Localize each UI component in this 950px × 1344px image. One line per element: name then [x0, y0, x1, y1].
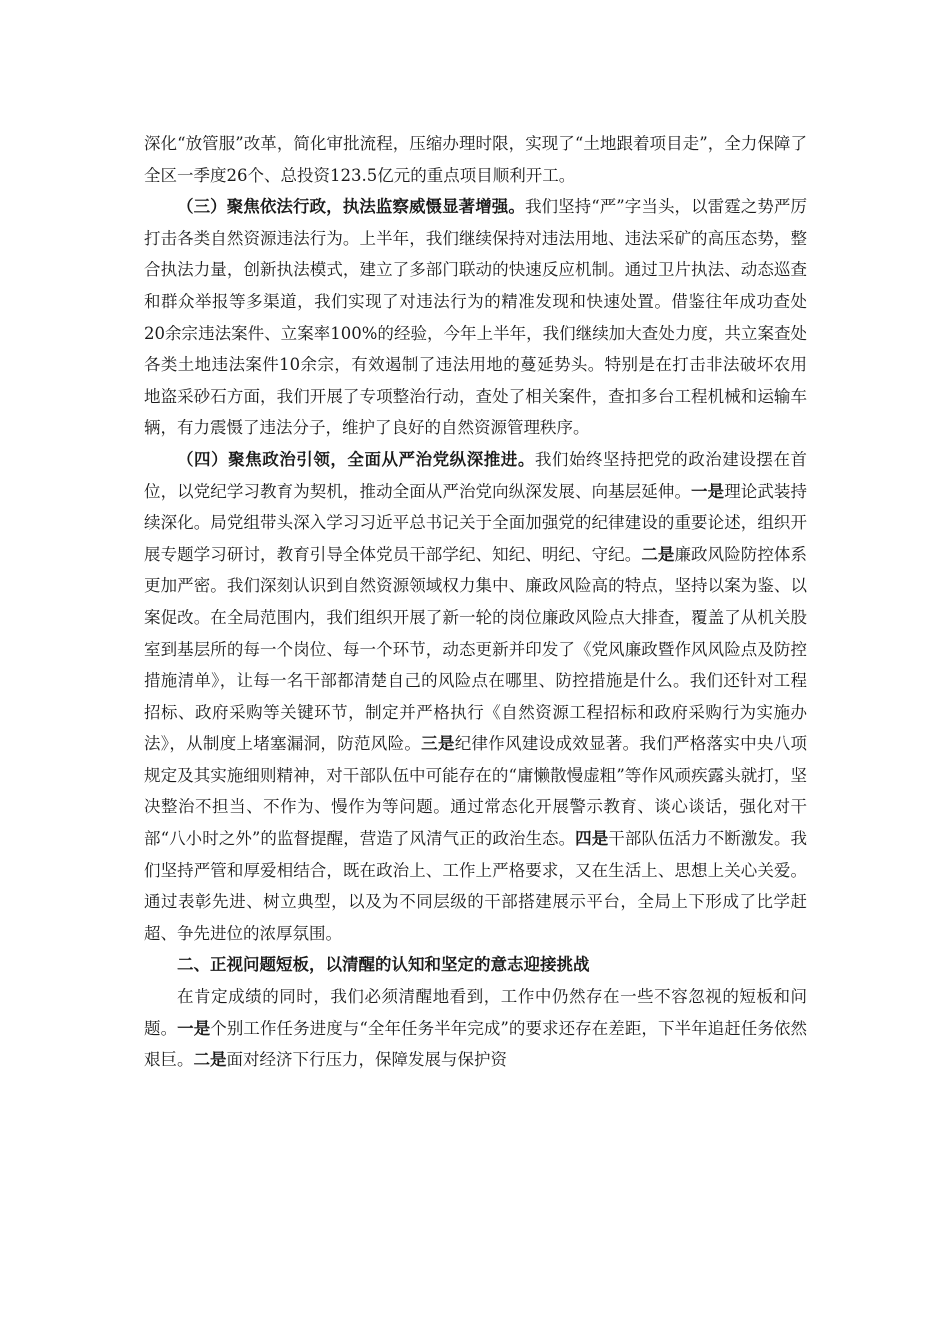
section-heading-3: （三）聚焦依法行政，执法监察威慑显著增强。	[177, 197, 525, 217]
problem-marker-1: 一是	[177, 1018, 211, 1038]
paragraph-political-leadership	[144, 444, 807, 950]
paragraph-reform	[144, 128, 807, 191]
paragraph-political-intro: 我们始终坚持把党的政治建设摆在首位，以党纪学习教育为契机，推动全面从严治党向纵深发展、向基层延伸。	[144, 449, 808, 501]
item-text-3: 纪律作风建设成效显著。我们严格落实中央八项规定及其实施细则精神，对干部队伍中可能存在的“庸懒散慢虚粗”等作风顽疾露头就打，坚决整治不担当、不作为、慢作为等问题。通过常态化开展警示教育、谈心谈话，强化对干部“八小时之外”的监督提醒，营造了风清气正的政治生态。	[144, 734, 808, 849]
paragraph-reform-text: 深化“放管服”改革，简化审批流程，压缩办理时限，实现了“土地跟着项目走”，全力保障了全区一季度26个、总投资123.5亿元的重点项目顺利开工。	[144, 134, 807, 185]
problem-marker-2: 二是	[193, 1050, 227, 1070]
item-marker-2: 二是	[641, 544, 675, 564]
item-marker-3: 三是	[421, 734, 455, 754]
paragraph-problems	[144, 981, 807, 1076]
problem-text-2: 面对经济下行压力，保障发展与保护资	[226, 1050, 507, 1070]
paragraph-problems-intro: 在肯定成绩的同时，我们必须清醒地看到，工作中仍然存在一些不容忽视的短板和问题。	[144, 987, 807, 1038]
item-text-1: 理论武装持续深化。局党组带头深入学习习近平总书记关于全面加强党的纪律建设的重要论述，组织开展专题学习研讨，教育引导全体党员干部学纪、知纪、明纪、守纪。	[144, 481, 808, 564]
section-heading-4: （四）聚焦政治引领，全面从严治党纵深推进。	[177, 449, 535, 469]
paragraph-law-enforcement-text: 我们坚持“严”字当头，以雷霆之势严厉打击各类自然资源违法行为。上半年，我们继续保持对违法用地、违法采矿的高压态势，整合执法力量，创新执法模式，建立了多部门联动的快速反应机制。通过卫片执法、动态巡查和群众举报等多渠道，我们实现了对违法行为的精准发现和快速处置。借鉴往年成功查处20余宗违法案件、立案率100%的经验，今年上半年，我们继续加大查处力度，共立案查处各类土地违法案件10余宗，有效遏制了违法用地的蔓延势头。特别是在打击非法破坏农用地盗采砂石方面，我们开展了专项整治行动，查处了相关案件，查扣多台工程机械和运输车辆，有力震慑了违法分子，维护了良好的自然资源管理秩序。	[144, 197, 807, 438]
chapter-heading-2	[144, 949, 807, 981]
item-marker-1: 一是	[691, 481, 725, 501]
item-marker-4: 四是	[575, 829, 609, 849]
paragraph-law-enforcement	[144, 191, 807, 444]
problem-text-1: 个别工作任务进度与“全年任务半年完成”的要求还存在差距，下半年追赶任务依然艰巨。	[144, 1018, 808, 1070]
item-text-4: 干部队伍活力不断激发。我们坚持严管和厚爱相结合，既在政治上、工作上严格要求，又在生活上、思想上关心关爱。通过表彰先进、树立典型，以及为不同层级的干部搭建展示平台，全局上下形成了比学赶超、争先进位的浓厚氛围。	[144, 829, 808, 943]
chapter-heading-2-text: 二、正视问题短板，以清醒的认知和坚定的意志迎接挑战	[177, 955, 590, 975]
item-text-2: 廉政风险防控体系更加严密。我们深刻认识到自然资源领域权力集中、廉政风险高的特点，坚持以案为鉴、以案促改。在全局范围内，我们组织开展了新一轮的岗位廉政风险点大排查，覆盖了从机关股室到基层所的每一个岗位、每一个环节，动态更新并印发了《党风廉政暨作风风险点及防控措施清单》，让每一名干部都清楚自己的风险点在哪里、防控措施是什么。我们还针对工程招标、政府采购等关键环节，制定并严格执行《自然资源工程招标和政府采购行为实施办法》，从制度上堵塞漏洞，防范风险。	[144, 544, 808, 754]
document-page	[144, 128, 807, 1076]
